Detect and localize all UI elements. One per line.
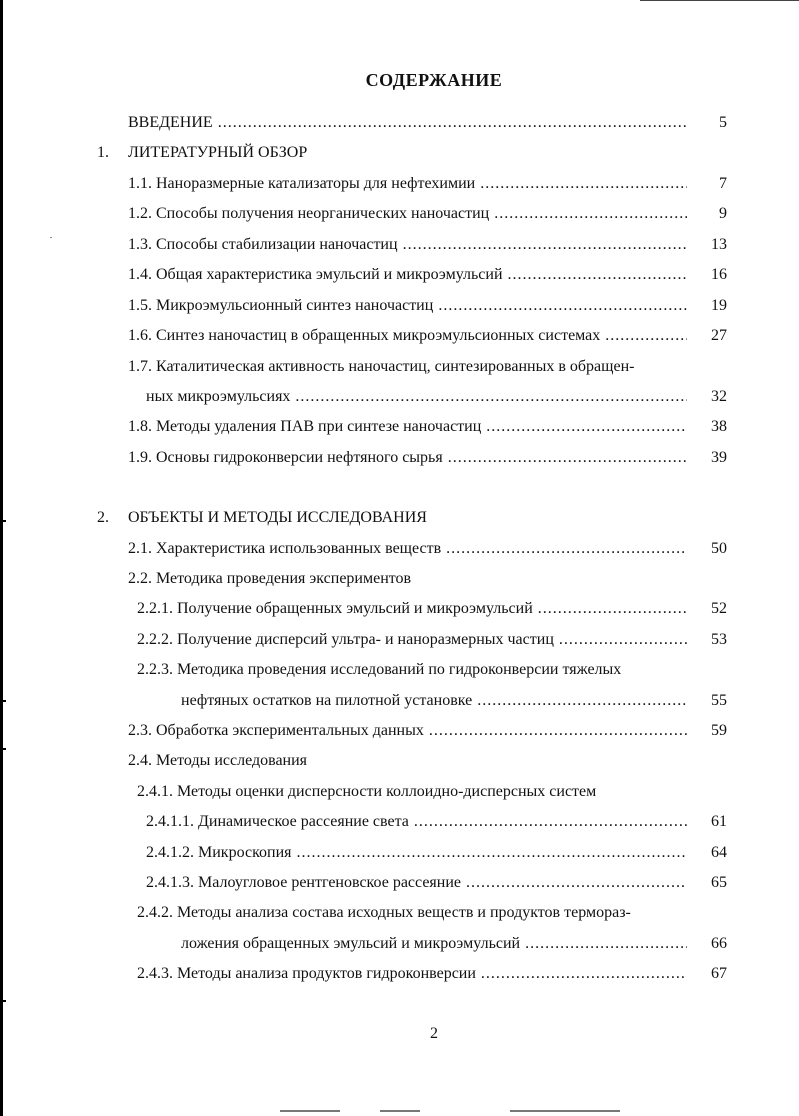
toc-entry-text: 1.2. Способы получения неорганических наночастиц ..... — [128, 202, 690, 226]
toc-entry-page: 55 — [687, 689, 727, 713]
toc-entry-page: 66 — [687, 932, 727, 956]
toc-entry-page: 9 — [687, 202, 727, 226]
toc-entry-text: ЛИТЕРАТУРНЫЙ ОБЗОР — [128, 144, 308, 161]
scan-bottom-artifact — [510, 1110, 620, 1112]
toc-entry-page: 67 — [687, 962, 727, 986]
toc-entry-text: 2.4. Методы исследования — [128, 752, 308, 769]
toc-chapter-number: 2. — [97, 509, 109, 526]
toc-entry-text: 2.4.1.3. Малоугловое рентгеновское рассеяние ..... — [146, 871, 690, 895]
scan-mark — [0, 520, 6, 522]
toc-entry-1-7 — [97, 355, 727, 379]
toc-entry-1-8 — [97, 415, 727, 439]
toc-entry-page: 61 — [687, 810, 727, 834]
toc-entry-text: 2.4.3. Методы анализа продуктов гидроконверсии ..... — [137, 962, 690, 986]
toc-entry-text: ложения обращенных эмульсий и микроэмульсий ..... — [181, 932, 690, 956]
toc-entry-page: 65 — [687, 871, 727, 895]
toc-entry-page: 16 — [687, 263, 727, 287]
toc-entry-1-4 — [97, 263, 727, 287]
toc-entry-text: 2.2.3. Методика проведения исследований по гидроконверсии тяжелых — [137, 661, 622, 678]
scan-mark — [0, 700, 6, 702]
toc-entry-1-5 — [97, 294, 727, 318]
page-number: 2 — [430, 1025, 438, 1042]
toc-entry-page: 27 — [687, 324, 727, 348]
toc-entry-text: 2.4.1.2. Микроскопия ..... — [146, 841, 690, 865]
toc-chapter-number: 1. — [97, 144, 109, 161]
toc-entry-page: 38 — [687, 415, 727, 439]
toc-entry-text: 1.4. Общая характеристика эмульсий и микроэмульсий ..... — [128, 263, 690, 287]
toc-entry-text: 1.5. Микроэмульсионный синтез наночастиц ..... — [128, 294, 690, 318]
toc-entry-text: 1.1. Наноразмерные катализаторы для нефтехимии ..... — [128, 172, 690, 196]
toc-entry-1-6 — [97, 324, 727, 348]
toc-entry-text: 2.4.2. Методы анализа состава исходных веществ и продуктов терморaз- — [137, 904, 631, 921]
toc-entry-2-4-1 — [97, 780, 727, 804]
toc-entry-2-2-3 — [97, 658, 727, 682]
toc-entry-text: 2.2. Методика проведения экспериментов — [128, 570, 412, 587]
toc-entry-page: 7 — [687, 172, 727, 196]
toc-entry-text: нефтяных остатков на пилотной установке ..... — [181, 689, 690, 713]
toc-entry-2-4-2-cont — [97, 932, 727, 956]
toc-entry-page: 50 — [687, 537, 727, 561]
toc-entry-1-3 — [97, 233, 727, 257]
toc-entry-page: 52 — [687, 597, 727, 621]
toc-entry-text: ВВЕДЕНИЕ ..... — [128, 111, 688, 135]
toc-entry-text: 1.8. Методы удаления ПАВ при синтезе наночастиц ..... — [128, 415, 690, 439]
toc-entry-2-4-1-1 — [97, 810, 727, 834]
toc-entry-page: 39 — [687, 446, 727, 470]
toc-entry-text: 2.2.2. Получение дисперсий ультра- и наноразмерных частиц ..... — [137, 628, 690, 652]
toc-entry-text: ных микроэмульсиях ..... — [146, 385, 690, 409]
toc-entry-2-4 — [97, 749, 727, 773]
toc-entry-1-1 — [97, 172, 727, 196]
toc-chapter-2 — [97, 506, 727, 530]
toc-entry-page: 13 — [687, 233, 727, 257]
toc-chapter-1 — [97, 141, 727, 165]
scan-top-line — [640, 0, 799, 1]
toc-entry-text: 1.3. Способы стабилизации наночастиц ..... — [128, 233, 690, 257]
toc-entry-text: 2.1. Характеристика использованных веществ ..... — [128, 537, 690, 561]
toc-entry-1-2 — [97, 202, 727, 226]
toc-entry-2-2 — [97, 567, 727, 591]
toc-entry-page: 64 — [687, 841, 727, 865]
toc-entry-2-4-1-3 — [97, 871, 727, 895]
toc-entry-2-4-3 — [97, 962, 727, 986]
scan-bottom-artifact — [280, 1110, 340, 1112]
toc-entry-page: 32 — [687, 385, 727, 409]
toc-entry-page: 53 — [687, 628, 727, 652]
toc-entry-text: ОБЪЕКТЫ И МЕТОДЫ ИССЛЕДОВАНИЯ — [128, 509, 427, 526]
toc-entry-intro — [97, 111, 727, 135]
toc-entry-page: 19 — [687, 294, 727, 318]
toc-entry-2-1 — [97, 537, 727, 561]
toc-entry-1-7-cont — [97, 385, 727, 409]
scan-mark — [0, 1000, 6, 1002]
toc-entry-text: 2.2.1. Получение обращенных эмульсий и микроэмульсий ..... — [137, 597, 690, 621]
toc-entry-2-2-1 — [97, 597, 727, 621]
toc-entry-text: 2.4.1. Методы оценки дисперсности коллоидно-дисперсных систем — [137, 783, 597, 800]
toc-entry-2-2-2 — [97, 628, 727, 652]
toc-entry-text: 2.3. Обработка экспериментальных данных ..... — [128, 719, 690, 743]
page-title: СОДЕРЖАНИЕ — [365, 70, 503, 90]
toc-entry-text: 1.7. Каталитическая активность наночастиц, синтезированных в обращен- — [128, 358, 635, 375]
scan-left-edge — [0, 0, 3, 1116]
toc-entry-2-4-2 — [97, 901, 727, 925]
toc-entry-2-4-1-2 — [97, 841, 727, 865]
toc-entry-text: 1.6. Синтез наночастиц в обращенных микроэмульсионных системах ..... — [128, 324, 690, 348]
toc-entry-text: 2.4.1.1. Динамическое рассеяние света ..... — [146, 810, 690, 834]
scan-speck — [50, 237, 52, 238]
toc-entry-page: 5 — [687, 111, 727, 135]
toc-entry-page: 59 — [687, 719, 727, 743]
toc-entry-2-3 — [97, 719, 727, 743]
scan-bottom-artifact — [380, 1110, 420, 1112]
toc-entry-1-9 — [97, 446, 727, 470]
toc-entry-2-2-3-cont — [97, 689, 727, 713]
toc-entry-text: 1.9. Основы гидроконверсии нефтяного сырья ..... — [128, 446, 690, 470]
scan-mark — [0, 748, 6, 750]
